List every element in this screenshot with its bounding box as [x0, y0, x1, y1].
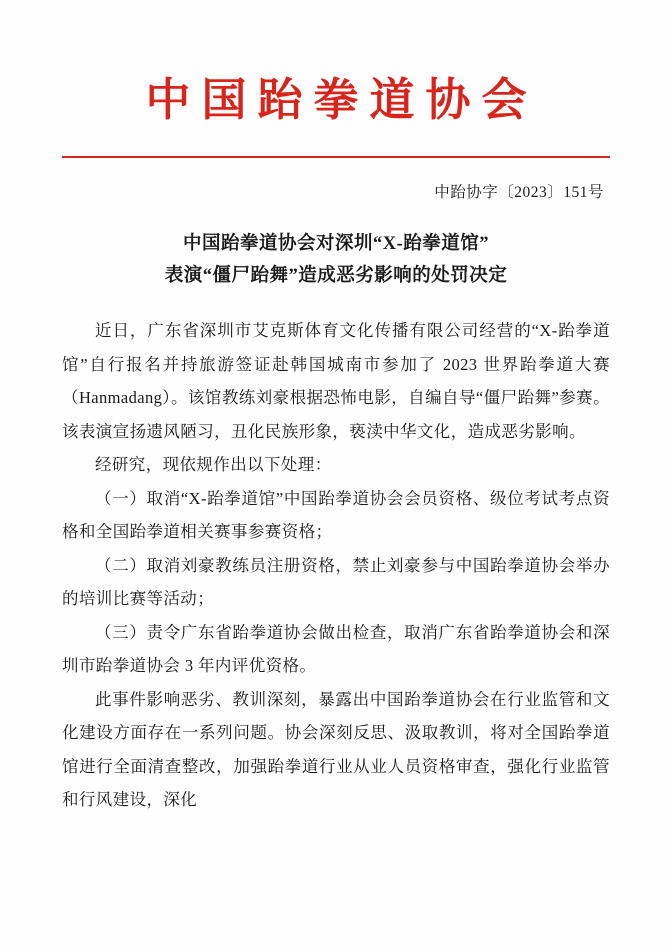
- masthead-organization-title: 中国跆拳道协会: [145, 75, 538, 125]
- body-paragraph: 近日，广东省深圳市艾克斯体育文化传播有限公司经营的“X-跆拳道馆”自行报名并持旅游签证赴韩国城南市参加了 2023 世界跆拳道大赛（Hanmadang）。该馆教练刘豪根据恐怖电影，自编自导“僵尸跆舞”参赛。该表演宣扬遗风陋习，丑化民族形象，亵渎中华文化，造成恶劣影响。: [62, 321, 610, 441]
- body-paragraph: （三）责令广东省跆拳道协会做出检查，取消广东省跆拳道协会和深圳市跆拳道协会 3 年内评优资格。: [62, 622, 610, 676]
- body-paragraph: 此事件影响恶劣、教训深刻，暴露出中国跆拳道协会在行业监管和文化建设方面存在一系列问题。协会深刻反思、汲取教训，将对全国跆拳道馆进行全面清查整改，加强跆拳道行业从业人员资格审查，强化行业监管和行风建设，深化: [62, 689, 610, 810]
- body-paragraph: （二）取消刘豪教练员注册资格，禁止刘豪参与中国跆拳道协会举办的培训比赛等活动；: [62, 555, 610, 609]
- document-masthead: [62, 0, 610, 158]
- document-number: 中跆协字〔2023〕151号: [434, 183, 604, 201]
- document-title-line-1: 中国跆拳道协会对深圳“X-跆拳道馆”: [182, 233, 490, 254]
- masthead-divider: [62, 156, 610, 158]
- body-paragraph: （一）取消“X-跆拳道馆”中国跆拳道协会会员资格、级位考试考点资格和全国跆拳道相关赛事参赛资格；: [62, 488, 610, 542]
- document-body: [62, 314, 610, 816]
- document-title: [62, 228, 610, 293]
- body-paragraph: 经研究，现依规作出以下处理：: [95, 455, 332, 475]
- document-title-line-2: 表演“僵尸跆舞”造成恶劣影响的处罚决定: [164, 265, 508, 286]
